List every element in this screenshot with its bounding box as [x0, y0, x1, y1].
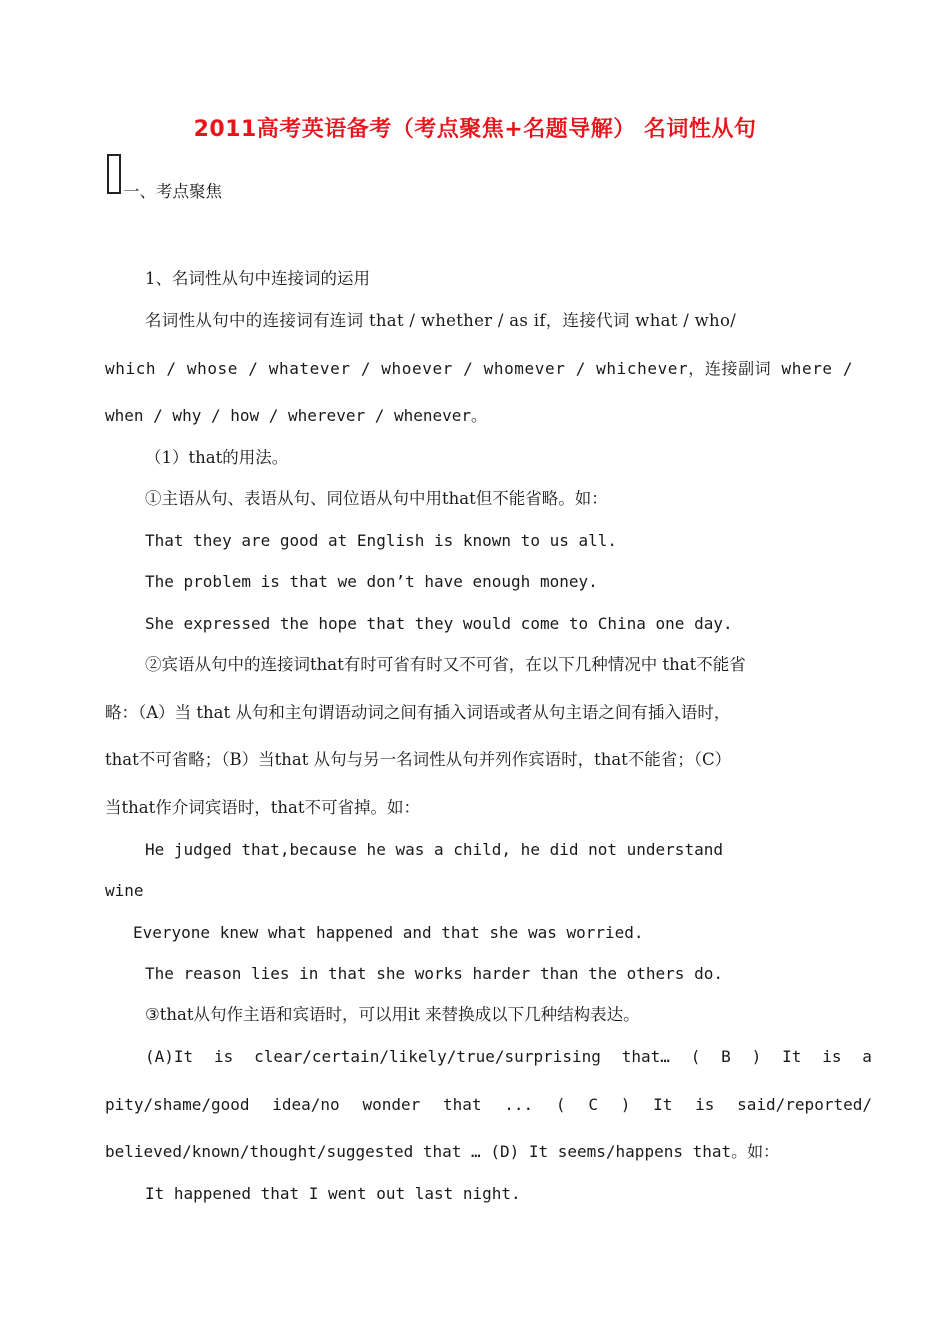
- structure-token: ...: [504, 1095, 534, 1114]
- example-sentence: She expressed the hope that they would come to China one day.: [145, 614, 733, 633]
- subsection-heading: 1、名词性从句中连接词的运用: [145, 269, 370, 288]
- intro-line-1: 名词性从句中的连接词有连词 that / whether / as if，连接代词 what / who/: [145, 311, 737, 330]
- structure-token: It: [782, 1047, 802, 1066]
- rule-point-2-line-4: 当that作介词宾语时，that不可省掉。如：: [105, 798, 420, 817]
- example-sentence: The problem is that we don’t have enough money.: [145, 572, 598, 591]
- rule-point-2-line-2: 略：（A）当 that 从句和主句谓语动词之间有插入词语或者从句主语之间有插入语时，: [105, 703, 731, 722]
- placeholder-box-icon: [107, 154, 121, 194]
- structure-token: is: [214, 1047, 234, 1066]
- structure-token: idea/no: [272, 1095, 340, 1114]
- structure-token: is: [822, 1047, 842, 1066]
- example-sentence: He judged that,because he was a child, he did not understand: [145, 840, 723, 859]
- example-sentence-continued: wine: [105, 881, 144, 900]
- document-title: 2011高考英语备考（考点聚焦+名题导解） 名词性从句: [193, 117, 757, 142]
- structure-line-2: [105, 1097, 872, 1113]
- usage-heading: （1）that的用法。: [145, 448, 289, 467]
- structure-token: (A)It: [145, 1047, 194, 1066]
- structure-token: clear/certain/likely/true/surprising: [254, 1047, 601, 1066]
- structure-token: is: [695, 1095, 715, 1114]
- example-sentence: It happened that I went out last night.: [145, 1184, 521, 1203]
- intro-line-2: which / whose / whatever / whoever / whomever / whichever，连接副词 where /: [105, 359, 854, 378]
- structure-token: B: [721, 1047, 731, 1066]
- structure-token: said/reported/: [737, 1095, 872, 1114]
- example-sentence: Everyone knew what happened and that she was worried.: [133, 923, 644, 942]
- structure-token: ): [620, 1095, 631, 1114]
- structure-token: ): [751, 1047, 762, 1066]
- structure-token: pity/shame/good: [105, 1095, 250, 1114]
- rule-point-3: ③that从句作主语和宾语时，可以用it 来替换成以下几种结构表达。: [145, 1005, 640, 1024]
- structure-token: C: [588, 1095, 598, 1114]
- example-sentence: That they are good at English is known to us all.: [145, 531, 618, 550]
- example-sentence: The reason lies in that she works harder than the others do.: [145, 964, 723, 983]
- structure-line-1: [145, 1049, 872, 1065]
- structure-token: (: [555, 1095, 566, 1114]
- rule-point-1: ①主语从句、表语从句、同位语从句中用that但不能省略。如：: [145, 489, 608, 508]
- rule-point-2-line-3: that不可省略；（B）当that 从句与另一名词性从句并列作宾语时，that不能省；（C）: [105, 750, 732, 769]
- rule-point-2-line-1: ②宾语从句中的连接词that有时可省有时又不可省，在以下几种情况中 that不能省: [145, 655, 746, 674]
- section-heading: 一、考点聚焦: [123, 182, 222, 201]
- structure-token: It: [653, 1095, 673, 1114]
- structure-token: (: [690, 1047, 701, 1066]
- structure-token: that…: [621, 1047, 670, 1066]
- structure-token: wonder: [362, 1095, 421, 1114]
- structure-token: a: [862, 1047, 872, 1066]
- structure-token: that: [442, 1095, 482, 1114]
- structure-line-3: believed/known/thought/suggested that … (D) It seems/happens that。如：: [105, 1142, 780, 1161]
- intro-line-3: when / why / how / wherever / whenever。: [105, 406, 488, 425]
